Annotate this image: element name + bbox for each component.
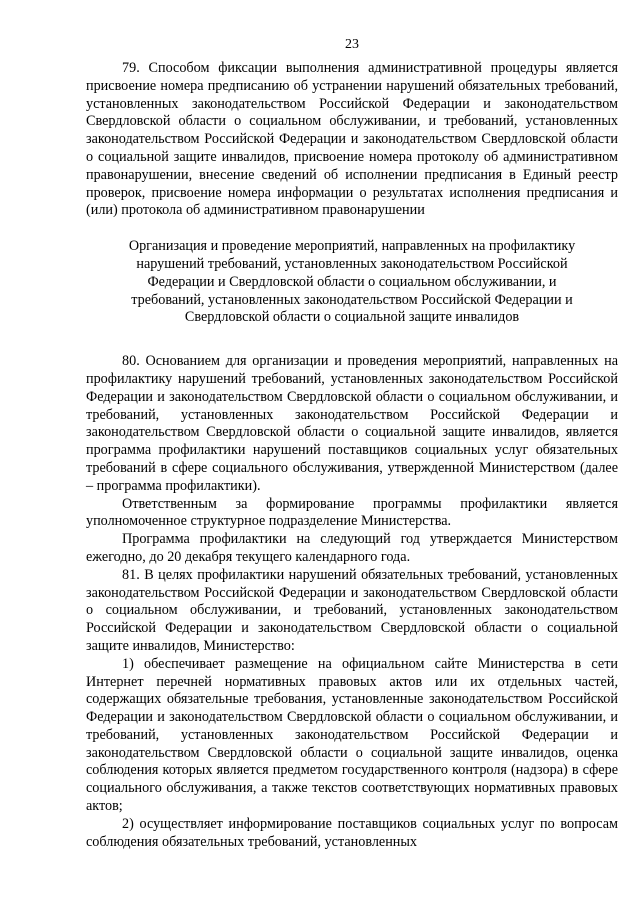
- page-number: 23: [345, 37, 359, 52]
- paragraph-81: 81. В целях профилактики нарушений обязательных требований, установленных законодательством Российской Федерации и законодательством Свердловской области о социальном обслуживании, и требований, установленных законодательством Российской Федерации и законодательством Свердловской области о социальной защите инвалидов, Министерство:: [86, 566, 618, 654]
- paragraph-79: 79. Способом фиксации выполнения административной процедуры является присвоение номера предписанию об устранении нарушений обязательных требований, установленных законодательством Российской Федерации и законодательством Свердловской области о социальном обслуживании, и требований, установленных законодательством Российской Федерации и законодательством Свердловской области о социальной защите инвалидов, присвоение номера протоколу об административном правонарушении, внесение сведений об исполнении предписания в Единый реестр проверок, присвоение номера информации о результатах исполнения предписания и (или) протокола об административном правонарушении: [86, 60, 618, 219]
- paragraph-81-item-2: 2) осуществляет информирование поставщиков социальных услуг по вопросам соблюдения обязательных требований, установленных: [86, 815, 618, 850]
- section-heading: Организация и проведение мероприятий, направленных на профилактику нарушений требований, установленных законодательством Российской Федерации и Свердловской области о социальном обслуживании, и требований, установленных законодательством Российской Федерации и Свердловской области о социальной защите инвалидов: [128, 238, 576, 326]
- spacer: [86, 327, 618, 353]
- paragraph-81-item-1: 1) обеспечивает размещение на официальном сайте Министерства в сети Интернет перечней нормативных правовых актов или их отдельных частей, содержащих обязательные требования, установленные законодательством Российской Федерации и законодательством Свердловской области о социальном обслуживании, и требований, установленных законодательством Российской Федерации и законодательством Свердловской области о социальной защите инвалидов, оценка соблюдения которых является предметом государственного контроля (надзора) в сфере социального обслуживания, а также текстов соответствующих нормативных правовых актов;: [86, 655, 618, 815]
- paragraph-responsible: Ответственным за формирование программы профилактики является уполномоченное структурное подразделение Министерства.: [86, 495, 618, 530]
- spacer: [86, 220, 618, 238]
- paragraph-program-approval: Программа профилактики на следующий год утверждается Министерством ежегодно, до 20 декабря текущего календарного года.: [86, 531, 618, 565]
- paragraph-80: 80. Основанием для организации и проведения мероприятий, направленных на профилактику нарушений требований, установленных законодательством Российской Федерации и законодательством Свердловской области о социальном обслуживании, и требований, установленных законодательством Российской Федерации и законодательством Свердловской области о социальной защите инвалидов, является программа профилактики нарушений поставщиков социальных услуг обязательных требований в сфере социального обслуживания, утвержденной Министерством (далее – программа профилактики).: [86, 353, 618, 494]
- document-page: [86, 36, 618, 851]
